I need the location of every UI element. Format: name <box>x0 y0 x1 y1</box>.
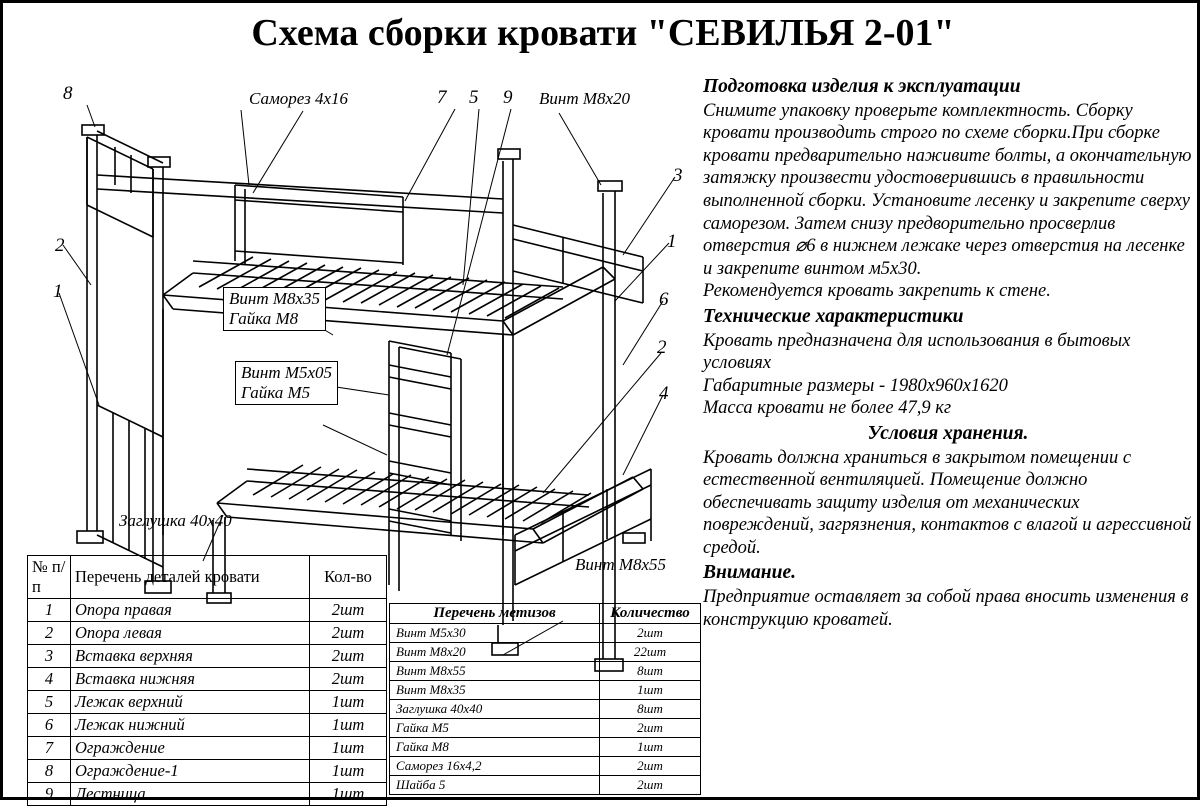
table-row <box>28 714 387 737</box>
hardware-cell-name: Заглушка 40х40 <box>390 700 600 719</box>
hardware-cell-qty: 8шт <box>600 700 701 719</box>
callout-box-vint-m8x35 <box>223 287 326 331</box>
callout-gayka-m5: Гайка М5 <box>241 382 311 402</box>
hardware-cell-qty: 2шт <box>600 757 701 776</box>
hardware-cell-qty: 22шт <box>600 643 701 662</box>
table-row <box>390 643 701 662</box>
attention-heading: Внимание. <box>703 562 796 584</box>
table-row <box>390 719 701 738</box>
callout-number-6: 6 <box>659 289 669 310</box>
parts-cell-num: 6 <box>28 714 71 737</box>
table-header-row <box>28 556 387 599</box>
callout-vint-m8x55: Винт М8х55 <box>575 555 667 574</box>
parts-cell-qty: 1шт <box>310 714 387 737</box>
tech-specs-line-2: Габаритные размеры - 1980х960х1620 <box>703 375 1008 396</box>
hardware-cell-name: Винт М8х55 <box>390 662 600 681</box>
hardware-header-qty: Количество <box>600 604 701 624</box>
parts-cell-num: 8 <box>28 760 71 783</box>
page-title: Схема сборки кровати "СЕВИЛЬЯ 2-01" <box>251 12 955 54</box>
table-row <box>28 599 387 622</box>
parts-cell-name: Ограждение-1 <box>71 760 310 783</box>
callout-number-1-right: 1 <box>667 231 677 252</box>
callout-gayka-m8: Гайка М8 <box>229 308 299 328</box>
parts-cell-num: 7 <box>28 737 71 760</box>
callout-number-2-left: 2 <box>55 235 65 256</box>
parts-cell-name: Лестница <box>71 783 310 806</box>
parts-cell-name: Ограждение <box>71 737 310 760</box>
table-row <box>390 681 701 700</box>
hardware-cell-qty: 1шт <box>600 738 701 757</box>
parts-cell-qty: 2шт <box>310 599 387 622</box>
table-row <box>390 776 701 795</box>
parts-cell-num: 5 <box>28 691 71 714</box>
parts-cell-name: Вставка нижняя <box>71 668 310 691</box>
storage-heading: Условия хранения. <box>867 422 1029 444</box>
callout-box-vint-m5x05 <box>235 361 338 405</box>
parts-cell-num: 3 <box>28 645 71 668</box>
hardware-cell-qty: 2шт <box>600 776 701 795</box>
parts-cell-name: Лежак верхний <box>71 691 310 714</box>
callout-number-1-left: 1 <box>53 281 63 302</box>
parts-header-qty: Кол-во <box>310 556 387 599</box>
table-row <box>390 757 701 776</box>
callout-vint-m8x35: Винт М8х35 <box>229 289 321 308</box>
hardware-cell-qty: 2шт <box>600 719 701 738</box>
hardware-cell-name: Винт М8х35 <box>390 681 600 700</box>
tech-specs-heading: Технические характеристики <box>703 305 964 327</box>
table-row <box>28 691 387 714</box>
hardware-header-name: Перечень метизов <box>390 604 600 624</box>
table-row <box>390 624 701 643</box>
parts-cell-qty: 1шт <box>310 737 387 760</box>
tech-specs-line-1: Кровать предназначена для использования в бытовых условиях <box>703 330 1131 374</box>
parts-cell-qty: 1шт <box>310 691 387 714</box>
table-row <box>28 783 387 806</box>
preparation-note: Рекомендуется кровать закрепить к стене. <box>703 281 1051 302</box>
parts-cell-name: Опора левая <box>71 622 310 645</box>
hardware-cell-name: Винт М8х20 <box>390 643 600 662</box>
table-header-row <box>390 604 701 624</box>
parts-cell-num: 1 <box>28 599 71 622</box>
hardware-cell-name: Шайба 5 <box>390 776 600 795</box>
callout-vint-m8x20: Винт М8х20 <box>539 89 631 108</box>
table-row <box>28 622 387 645</box>
callout-vint-m5x05: Винт М5х05 <box>241 363 333 382</box>
parts-cell-name: Опора правая <box>71 599 310 622</box>
callout-number-5: 5 <box>469 87 479 108</box>
parts-header-name: Перечень деталей кровати <box>71 556 310 599</box>
table-row <box>28 737 387 760</box>
parts-cell-qty: 2шт <box>310 622 387 645</box>
parts-cell-name: Вставка верхняя <box>71 645 310 668</box>
table-row <box>390 700 701 719</box>
parts-list-table <box>27 555 387 806</box>
attention-text: Предприятие оставляет за собой права вносить изменения в конструкцию кроватей. <box>703 587 1189 630</box>
hardware-cell-qty: 2шт <box>600 624 701 643</box>
parts-cell-qty: 1шт <box>310 783 387 806</box>
parts-cell-num: 9 <box>28 783 71 806</box>
hardware-cell-qty: 8шт <box>600 662 701 681</box>
table-row <box>28 760 387 783</box>
instructions-text-column <box>703 75 1193 633</box>
storage-text: Кровать должна храниться в закрытом помещении с естественной вентиляцией. Помещение должно обеспечивать защиту изделия от механических повреждений, загрязнения, контактов с влагой и агрессивной средой. <box>703 447 1192 558</box>
callout-samorez-4x16: Саморез 4х16 <box>249 89 349 108</box>
hardware-cell-name: Гайка М8 <box>390 738 600 757</box>
tech-specs-line-3: Масса кровати не более 47,9 кг <box>703 398 952 419</box>
callout-number-4: 4 <box>659 383 669 404</box>
table-row <box>28 668 387 691</box>
callout-number-7: 7 <box>437 87 447 108</box>
hardware-list-table <box>389 603 701 795</box>
hardware-cell-name: Винт М5х30 <box>390 624 600 643</box>
parts-cell-qty: 2шт <box>310 645 387 668</box>
parts-cell-qty: 1шт <box>310 760 387 783</box>
callout-number-9: 9 <box>503 87 513 108</box>
parts-cell-name: Лежак нижний <box>71 714 310 737</box>
table-row <box>390 662 701 681</box>
parts-header-num: № п/п <box>28 556 71 599</box>
parts-cell-num: 4 <box>28 668 71 691</box>
preparation-text: Снимите упаковку проверьте комплектность. Сборку кровати производить строго по схеме сборки.При сборке кровати предварительно наживите болты, а окончательную затяжку произвести удостоверившись в правильности выполненной сборки. Установите лесенку и закрепите сверху саморезом. Затем снизу предворительно просверлив отверстия ⌀6 в нижнем лежаке через отверстия на лесенке и закрепите винтом м5х30. <box>703 100 1192 279</box>
hardware-cell-qty: 1шт <box>600 681 701 700</box>
callout-number-8: 8 <box>63 83 73 104</box>
hardware-cell-name: Гайка М5 <box>390 719 600 738</box>
callout-zaglushka-40x40: Заглушка 40х40 <box>119 511 232 530</box>
parts-cell-num: 2 <box>28 622 71 645</box>
callout-number-3: 3 <box>673 165 683 186</box>
callout-number-2-right: 2 <box>657 337 667 358</box>
preparation-heading: Подготовка изделия к эксплуатации <box>703 76 1021 97</box>
hardware-cell-name: Саморез 16х4,2 <box>390 757 600 776</box>
parts-cell-qty: 2шт <box>310 668 387 691</box>
table-row <box>390 738 701 757</box>
table-row <box>28 645 387 668</box>
